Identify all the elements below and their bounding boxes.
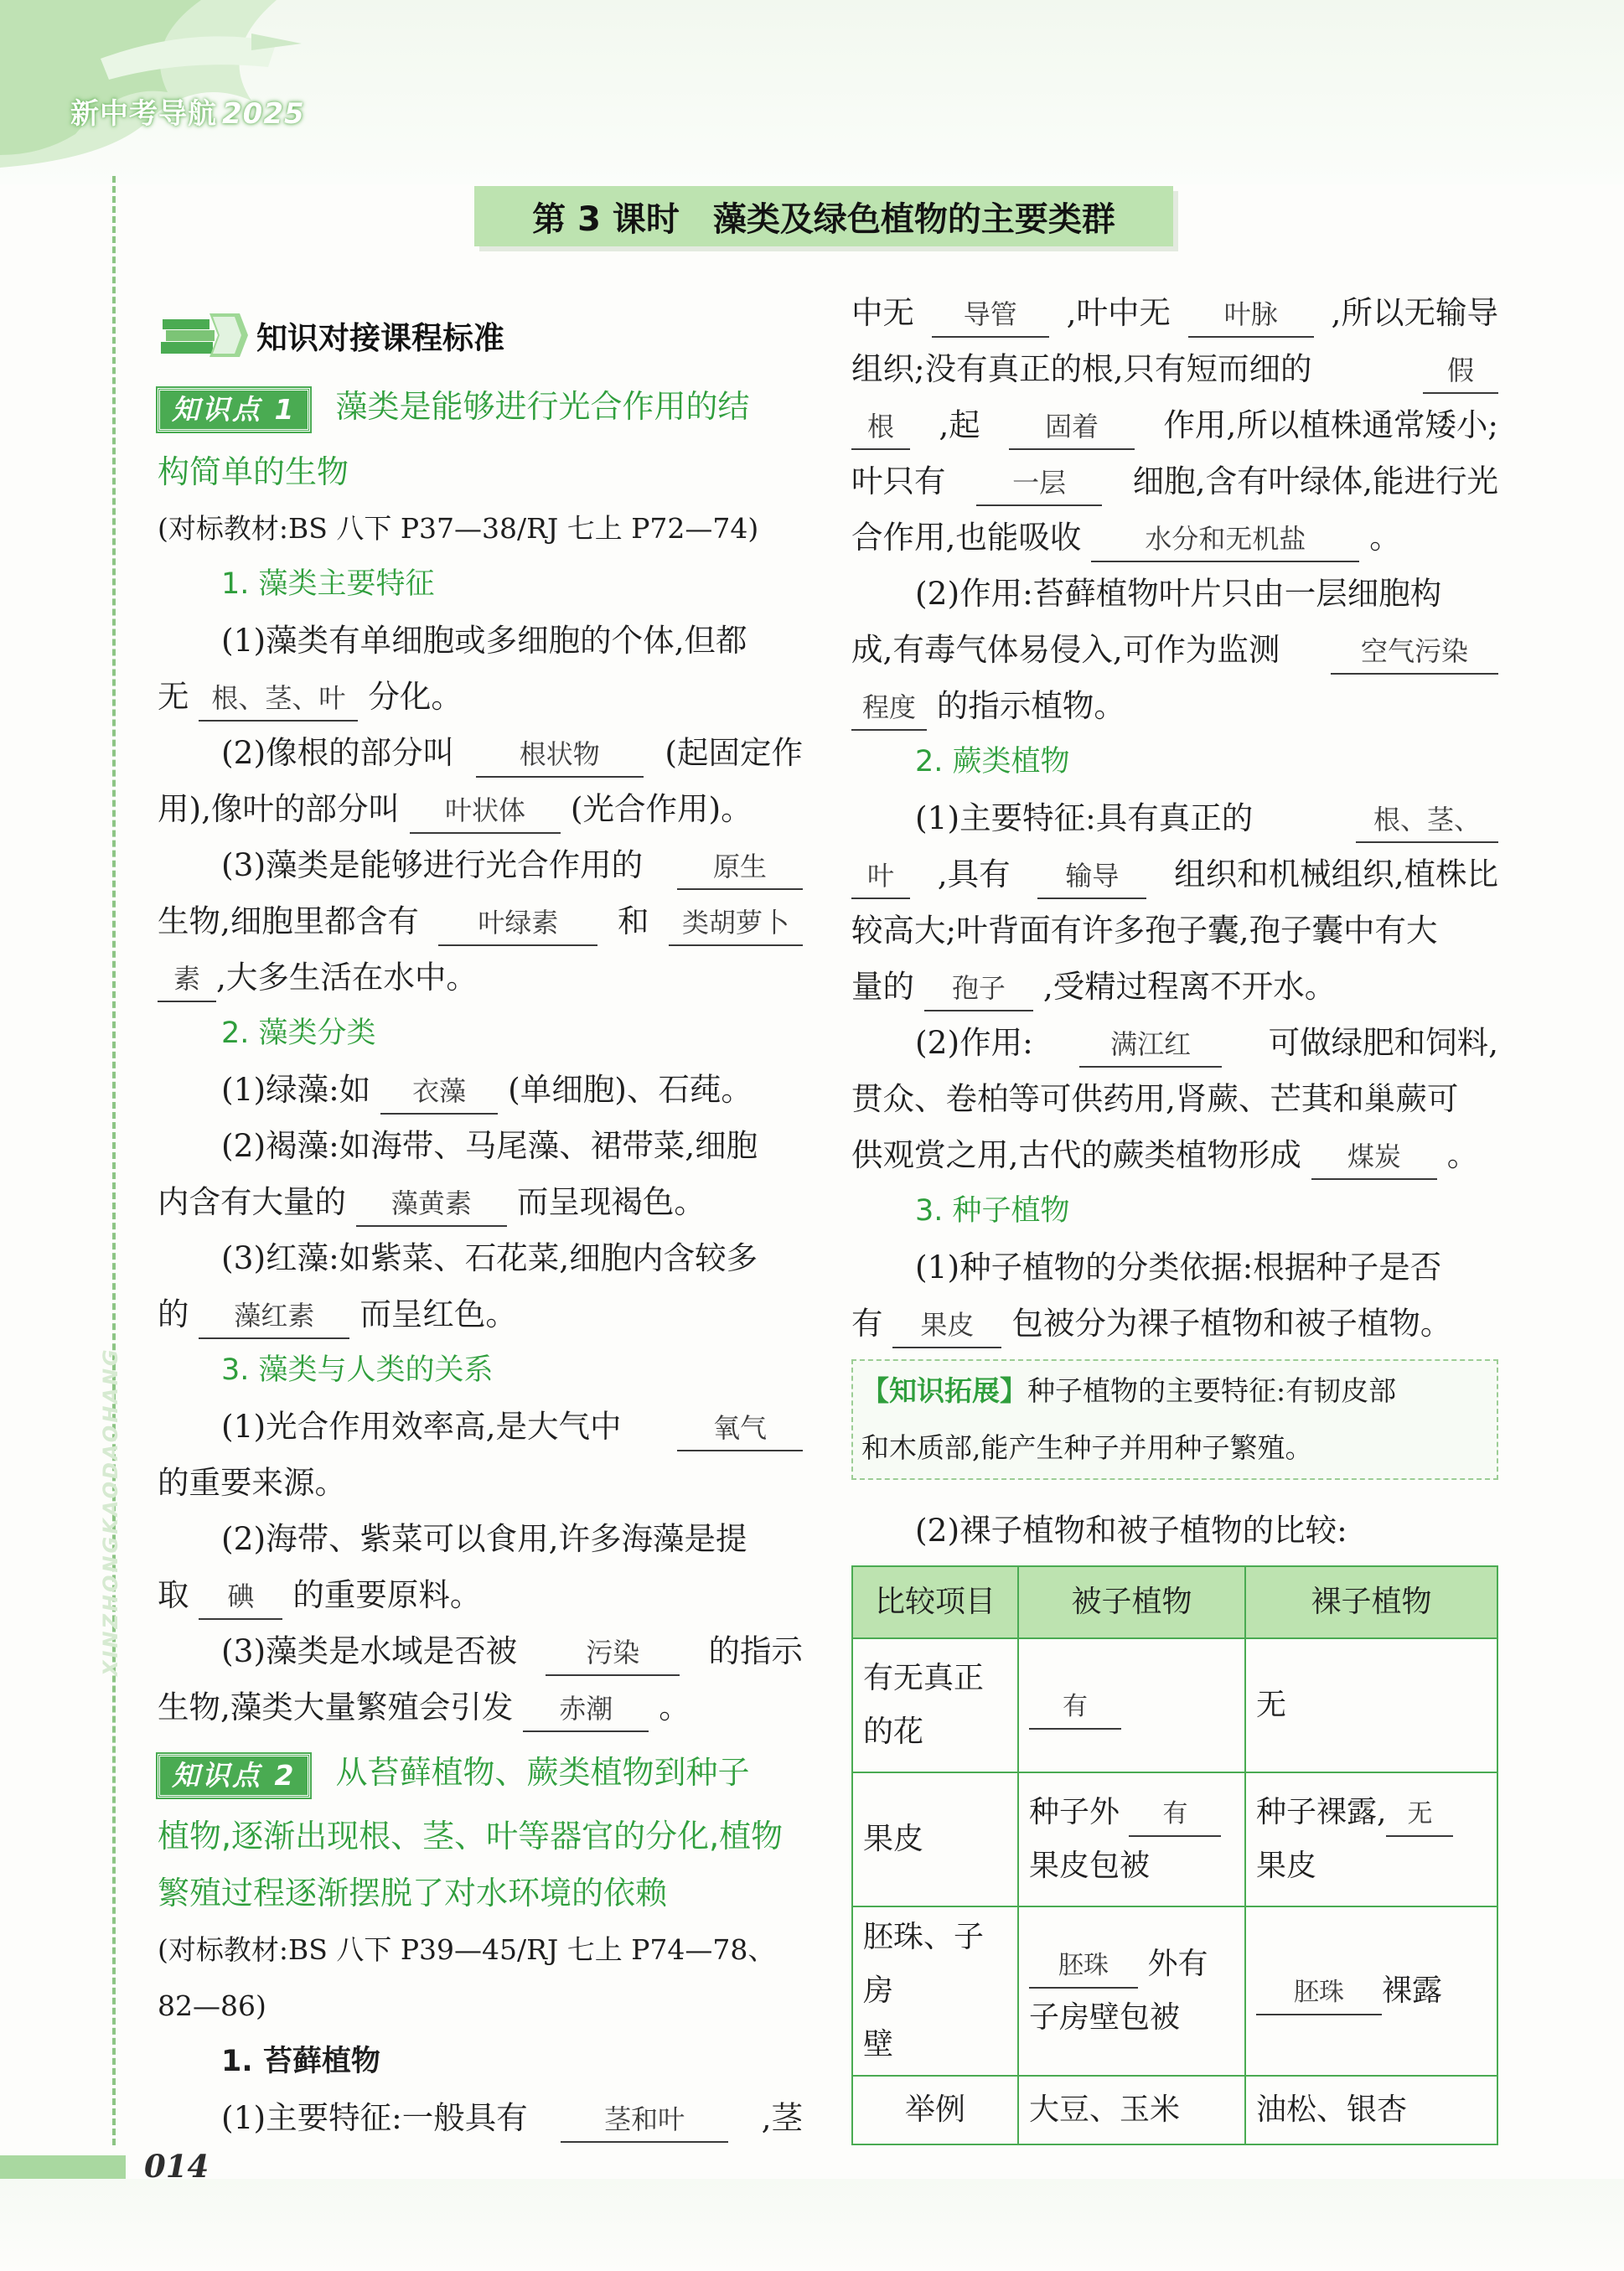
table-header: 裸子植物 bbox=[1245, 1566, 1497, 1638]
table-cell bbox=[1245, 1906, 1497, 2076]
kp1-s3-p3 bbox=[158, 1623, 803, 1679]
section-title: 知识对接课程标准 bbox=[256, 320, 504, 356]
kp2-reference: (对标教材:BS 八下 P39—45/RJ 七上 P74—78、 bbox=[158, 1933, 776, 1966]
text: 内含有大量的 bbox=[158, 1183, 346, 1220]
answer-blank: 程度 bbox=[851, 685, 927, 731]
answer-blank: 有 bbox=[1029, 1686, 1121, 1730]
table-row bbox=[852, 1772, 1497, 1906]
answer-blank: 水分和无机盐 bbox=[1091, 517, 1359, 562]
seed-title: 3. 种子植物 bbox=[915, 1194, 1070, 1228]
text: 。 bbox=[659, 1689, 690, 1725]
fern-title: 2. 蕨类植物 bbox=[915, 745, 1070, 779]
moss-title: 1. 苔藓植物 bbox=[221, 2045, 380, 2078]
answer-blank: 假 bbox=[1423, 349, 1498, 394]
text: 中无 bbox=[851, 294, 914, 331]
kp1-s2-p2: (2)褐藻:如海带、马尾藻、裙带菜,细胞 bbox=[221, 1127, 758, 1164]
answer-blank: 煤炭 bbox=[1311, 1135, 1437, 1180]
text: (单细胞)、石莼。 bbox=[508, 1071, 753, 1108]
fern-p1 bbox=[851, 790, 1498, 846]
text: ,具有 bbox=[937, 856, 1011, 892]
fern-p1-cont-3 bbox=[851, 959, 1498, 1015]
text: ,茎 bbox=[761, 2099, 803, 2136]
text: 。 bbox=[1446, 1136, 1479, 1173]
answer-blank: 输导 bbox=[1037, 854, 1146, 899]
table-cell bbox=[1018, 1638, 1245, 1772]
lesson-title: 第 3 课时 藻类及绿色植物的主要类群 bbox=[474, 186, 1173, 246]
text: 取 bbox=[158, 1576, 189, 1613]
table-cell bbox=[852, 1906, 1018, 2076]
seed-p1-cont bbox=[851, 1296, 1498, 1352]
text: 果皮 bbox=[1256, 1849, 1317, 1883]
text: 种子裸露, bbox=[1256, 1795, 1387, 1829]
moss-p1-cont-4 bbox=[851, 453, 1498, 510]
knowledge-extension-box bbox=[851, 1359, 1498, 1480]
kp1-reference: (对标教材:BS 八下 P37—38/RJ 七上 P72—74) bbox=[158, 512, 759, 545]
moss-p1-cont-2 bbox=[851, 341, 1498, 397]
answer-blank: 根 bbox=[851, 405, 910, 450]
margin-dashed-rule bbox=[112, 176, 116, 2145]
kp1-s3-p1 bbox=[158, 1399, 803, 1455]
kp1-s1-p3-end bbox=[158, 949, 803, 1006]
table-cell: 无 bbox=[1245, 1638, 1497, 1772]
answer-blank: 根状物 bbox=[476, 732, 644, 778]
text: 组织和机械组织,植株比 bbox=[1174, 856, 1498, 892]
kp1-s1-p2-cont bbox=[158, 781, 803, 837]
text: 和 bbox=[617, 903, 649, 939]
text: ,大多生活在水中。 bbox=[216, 959, 478, 996]
text: 的重要原料。 bbox=[292, 1576, 482, 1613]
text: 的 bbox=[158, 1296, 189, 1332]
kp1-s3-p2-cont bbox=[158, 1567, 803, 1623]
side-watermark-text: XINZHONGKAODAOHANG bbox=[99, 1347, 122, 1676]
kp2-reference-2: 82—86) bbox=[158, 1989, 266, 2022]
answer-blank: 空气污染 bbox=[1331, 629, 1498, 675]
text: 胚珠、子房 bbox=[863, 1920, 985, 2008]
answer-blank: 赤潮 bbox=[523, 1687, 649, 1732]
kp2-title-text: 从苔藓植物、蕨类植物到种子 bbox=[335, 1754, 750, 1791]
text: (1)主要特征:具有真正的 bbox=[915, 799, 1254, 836]
kp1-s3-p3-cont bbox=[158, 1679, 803, 1736]
kp1-s2-p3-cont bbox=[158, 1286, 803, 1342]
fern-p2 bbox=[851, 1015, 1498, 1071]
table-cell: 果皮 bbox=[852, 1772, 1018, 1906]
answer-blank: 污染 bbox=[546, 1631, 680, 1676]
text: 叶只有 bbox=[851, 463, 946, 499]
kp1-s1-p1: (1)藻类有单细胞或多细胞的个体,但都 bbox=[221, 622, 747, 659]
fern-p1-cont bbox=[851, 846, 1498, 903]
seed-p1: (1)种子植物的分类依据:根据种子是否 bbox=[915, 1249, 1442, 1286]
text: 组织;没有真正的根,只有短而细的 bbox=[851, 350, 1312, 387]
fern-p2-cont: 贯众、卷柏等可供药用,肾蕨、芒萁和巢蕨可 bbox=[851, 1080, 1459, 1117]
text: (光合作用)。 bbox=[570, 790, 753, 827]
text: 合作用,也能吸收 bbox=[851, 519, 1082, 556]
moss-p1-cont-5 bbox=[851, 510, 1498, 566]
kp1-title-text: 藻类是能够进行光合作用的结 bbox=[335, 388, 750, 425]
text: ,受精过程离不开水。 bbox=[1042, 968, 1337, 1005]
answer-blank: 果皮 bbox=[892, 1303, 1001, 1348]
page-number-bar bbox=[0, 2155, 126, 2179]
answer-blank: 胚珠 bbox=[1029, 1945, 1138, 1989]
text: 包被分为裸子植物和被子植物。 bbox=[1011, 1305, 1452, 1342]
cell-line bbox=[1256, 1786, 1487, 1839]
text: (起固定作 bbox=[665, 734, 803, 771]
answer-blank: 孢子 bbox=[924, 966, 1033, 1011]
answer-blank: 藻黄素 bbox=[356, 1182, 507, 1227]
comparison-table bbox=[851, 1565, 1498, 2145]
answer-blank: 叶状体 bbox=[410, 789, 561, 834]
text: 生物,细胞里都含有 bbox=[158, 903, 419, 939]
answer-blank: 一层 bbox=[976, 461, 1102, 506]
text: 供观赏之用,古代的蕨类植物形成 bbox=[851, 1136, 1301, 1173]
text: (2)作用: bbox=[915, 1024, 1033, 1061]
text: 无 bbox=[158, 678, 189, 715]
answer-blank: 导管 bbox=[932, 292, 1049, 338]
kp1-s1-p3-cont bbox=[158, 893, 803, 949]
kp1-s2-title: 2. 藻类分类 bbox=[221, 1017, 376, 1050]
answer-blank: 藻红素 bbox=[199, 1294, 349, 1339]
kp1-s1-p2 bbox=[158, 725, 803, 781]
brand-title bbox=[70, 91, 305, 132]
footer-background bbox=[0, 2179, 1624, 2271]
table-cell: 举例 bbox=[852, 2076, 1018, 2144]
answer-blank: 原生 bbox=[677, 845, 803, 890]
text: 而呈现褐色。 bbox=[516, 1183, 706, 1220]
answer-blank: 满江红 bbox=[1079, 1022, 1222, 1068]
section-header bbox=[158, 302, 504, 369]
moss-p1 bbox=[158, 2090, 803, 2146]
text: 的花 bbox=[863, 1715, 924, 1749]
kp1-s3-title: 3. 藻类与人类的关系 bbox=[221, 1353, 494, 1387]
text: 成,有毒气体易侵入,可作为监测 bbox=[851, 631, 1280, 668]
text: 有 bbox=[851, 1305, 883, 1342]
text: 种子外 bbox=[1029, 1795, 1120, 1829]
text: 子房壁包被 bbox=[1029, 2000, 1181, 2035]
table-header-row bbox=[852, 1566, 1497, 1638]
kp1-s2-p1 bbox=[158, 1062, 803, 1118]
answer-blank: 根、茎、叶 bbox=[199, 676, 358, 722]
table-header: 比较项目 bbox=[852, 1566, 1018, 1638]
kp2-title-line-3: 繁殖过程逐渐摆脱了对水环境的依赖 bbox=[158, 1875, 668, 1911]
brand-year: 2025 bbox=[222, 97, 305, 131]
text: 分化。 bbox=[368, 678, 463, 715]
kp2-badge: 知识点 2 bbox=[158, 1754, 310, 1798]
answer-blank: 胚珠 bbox=[1256, 1972, 1382, 2015]
seed-p2: (2)裸子植物和被子植物的比较: bbox=[915, 1512, 1347, 1549]
text: (1)主要特征:一般具有 bbox=[221, 2099, 528, 2136]
answer-blank: 叶脉 bbox=[1188, 292, 1314, 338]
text: ,起 bbox=[939, 406, 980, 443]
text: 量的 bbox=[851, 968, 914, 1005]
moss-p1-cont-3 bbox=[851, 397, 1498, 453]
text: (3)藻类是水域是否被 bbox=[221, 1632, 518, 1669]
text: 的指示 bbox=[708, 1632, 803, 1669]
answer-blank: 类胡萝卜 bbox=[669, 901, 803, 946]
page-number: 014 bbox=[144, 2148, 209, 2185]
text: 而呈红色。 bbox=[359, 1296, 517, 1332]
text: 生物,藻类大量繁殖会引发 bbox=[158, 1689, 514, 1725]
moss-p1-cont bbox=[851, 285, 1498, 341]
kp1-s3-p2: (2)海带、紫菜可以食用,许多海藻是提 bbox=[221, 1520, 747, 1557]
answer-blank: 固着 bbox=[1009, 405, 1135, 450]
cell-line bbox=[1029, 1786, 1234, 1839]
text: 裸露 bbox=[1382, 1974, 1443, 2008]
table-row bbox=[852, 2076, 1497, 2144]
kp1-title-text-2: 构简单的生物 bbox=[158, 453, 349, 490]
kp1-title-line-2 bbox=[158, 444, 803, 500]
text: 有无真正 bbox=[863, 1661, 985, 1695]
kp1-s2-p3: (3)红藻:如紫菜、石花菜,细胞内含较多 bbox=[221, 1239, 758, 1276]
cell-line bbox=[1029, 1937, 1234, 1991]
answer-blank: 碘 bbox=[199, 1575, 282, 1620]
kp2-title-line bbox=[158, 1745, 803, 1801]
ext-tag: 【知识拓展】 bbox=[861, 1374, 1027, 1407]
kp1-s1-p3 bbox=[158, 837, 803, 893]
table-row bbox=[852, 1638, 1497, 1772]
text: 作用,所以植株通常矮小; bbox=[1163, 406, 1498, 443]
books-icon bbox=[158, 305, 250, 365]
text: (1)绿藻:如 bbox=[221, 1071, 371, 1108]
moss-p2: (2)作用:苔藓植物叶片只由一层细胞构 bbox=[915, 575, 1442, 612]
answer-blank: 茎和叶 bbox=[561, 2098, 728, 2143]
text: (2)像根的部分叫 bbox=[221, 734, 455, 771]
text: 可做绿肥和饲料, bbox=[1268, 1024, 1498, 1061]
answer-blank: 叶绿素 bbox=[438, 901, 597, 946]
text: (3)藻类是能够进行光合作用的 bbox=[221, 846, 644, 883]
answer-blank: 根、茎、 bbox=[1356, 798, 1498, 843]
text: 的指示植物。 bbox=[936, 687, 1125, 724]
text: 细胞,含有叶绿体,能进行光 bbox=[1132, 463, 1498, 499]
answer-blank: 素 bbox=[158, 957, 216, 1002]
answer-blank: 有 bbox=[1129, 1793, 1221, 1837]
text: ,叶中无 bbox=[1066, 294, 1171, 331]
text: 壁 bbox=[863, 2027, 894, 2061]
ext-line-2: 和木质部,能产生种子并用种子繁殖。 bbox=[861, 1431, 1313, 1464]
table-cell bbox=[1018, 1906, 1245, 2076]
text: 种子植物的主要特征:有韧皮部 bbox=[1027, 1374, 1397, 1407]
answer-blank: 叶 bbox=[851, 854, 910, 899]
answer-blank: 氧气 bbox=[677, 1406, 803, 1451]
text: 用),像叶的部分叫 bbox=[158, 790, 401, 827]
kp1-title-line bbox=[158, 379, 803, 435]
text: 外有 bbox=[1147, 1947, 1208, 1981]
table-cell bbox=[1245, 1772, 1497, 1906]
moss-p2-cont bbox=[851, 622, 1498, 678]
table-cell bbox=[1018, 1772, 1245, 1906]
table-cell bbox=[852, 1638, 1018, 1772]
text: 。 bbox=[1369, 519, 1401, 556]
kp1-s3-p1-cont: 的重要来源。 bbox=[158, 1464, 346, 1501]
table-cell: 大豆、玉米 bbox=[1018, 2076, 1245, 2144]
fern-p1-cont-2: 较高大;叶背面有许多孢子囊,孢子囊中有大 bbox=[851, 912, 1438, 949]
kp2-title-line-2: 植物,逐渐出现根、茎、叶等器官的分化,植物 bbox=[158, 1818, 784, 1855]
kp1-badge: 知识点 1 bbox=[158, 388, 310, 432]
text: 果皮包被 bbox=[1029, 1849, 1151, 1883]
text: ,所以无输导 bbox=[1331, 294, 1498, 331]
ext-line-1 bbox=[861, 1363, 1497, 1419]
kp1-s2-p2-cont bbox=[158, 1174, 803, 1230]
text: (1)光合作用效率高,是大气中 bbox=[221, 1408, 622, 1445]
fern-p2-cont-2 bbox=[851, 1127, 1498, 1183]
table-cell: 油松、银杏 bbox=[1245, 2076, 1497, 2144]
kp1-s1-p1-cont bbox=[158, 669, 803, 725]
kp1-s1-title: 1. 藻类主要特征 bbox=[221, 567, 435, 601]
answer-blank: 无 bbox=[1386, 1793, 1453, 1837]
table-header: 被子植物 bbox=[1018, 1566, 1245, 1638]
answer-blank: 衣藻 bbox=[380, 1069, 498, 1115]
moss-p2-cont-2 bbox=[851, 678, 1498, 734]
brand-name: 新中考导航 bbox=[70, 97, 217, 131]
table-row bbox=[852, 1906, 1497, 2076]
